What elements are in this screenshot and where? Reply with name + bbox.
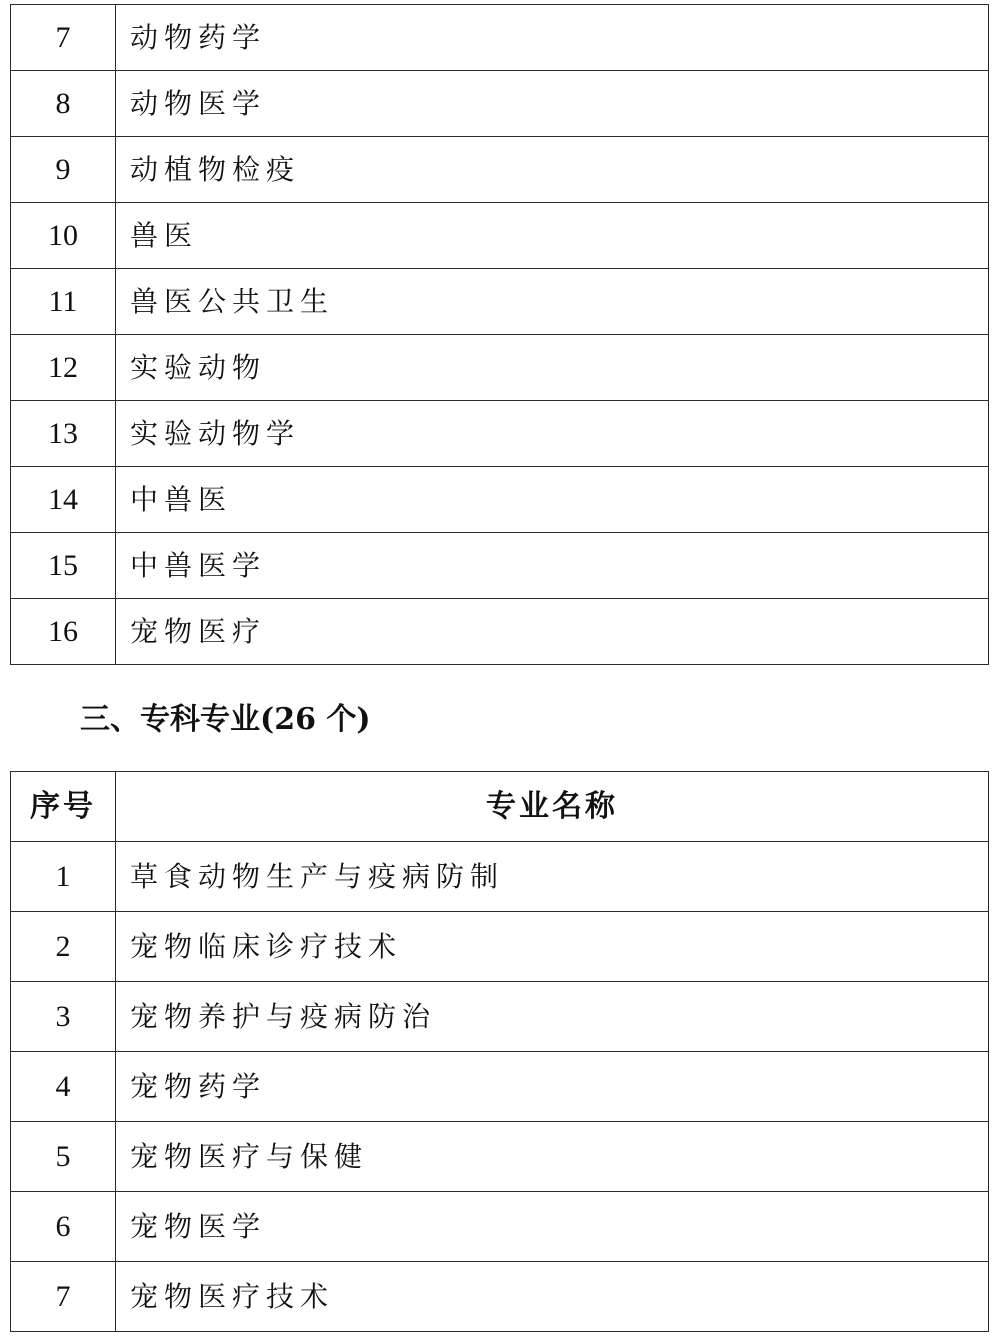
row-major-name: 实验动物 [116, 335, 989, 401]
row-index: 5 [11, 1122, 116, 1192]
row-major-name: 动植物检疫 [116, 137, 989, 203]
row-index: 14 [11, 467, 116, 533]
row-index: 8 [11, 71, 116, 137]
major-table-continued [10, 4, 989, 665]
row-index: 2 [11, 912, 116, 982]
table-body [11, 772, 989, 1332]
table-row [11, 842, 989, 912]
row-index: 7 [11, 5, 116, 71]
row-major-name: 兽医 [116, 203, 989, 269]
row-index: 15 [11, 533, 116, 599]
row-major-name: 中兽医 [116, 467, 989, 533]
table-row [11, 401, 989, 467]
row-index: 3 [11, 982, 116, 1052]
row-index: 7 [11, 1262, 116, 1332]
table-row [11, 203, 989, 269]
table-row [11, 269, 989, 335]
row-index: 9 [11, 137, 116, 203]
row-major-name: 宠物医疗 [116, 599, 989, 665]
section-heading: 三、专科专业(26 个) [80, 702, 371, 737]
row-index: 6 [11, 1192, 116, 1262]
header-major-name: 专业名称 [116, 772, 989, 842]
row-major-name: 动物医学 [116, 71, 989, 137]
table-row [11, 912, 989, 982]
table-row [11, 1192, 989, 1262]
table-row [11, 1262, 989, 1332]
row-index: 1 [11, 842, 116, 912]
table-body [11, 5, 989, 665]
table-row [11, 533, 989, 599]
specialty-major-table [10, 771, 989, 1332]
table-row [11, 982, 989, 1052]
table-row [11, 467, 989, 533]
row-major-name: 宠物临床诊疗技术 [116, 912, 989, 982]
table-row [11, 1052, 989, 1122]
row-major-name: 实验动物学 [116, 401, 989, 467]
row-major-name: 宠物医疗与保健 [116, 1122, 989, 1192]
header-index: 序号 [11, 772, 116, 842]
row-index: 11 [11, 269, 116, 335]
row-index: 13 [11, 401, 116, 467]
row-major-name: 兽医公共卫生 [116, 269, 989, 335]
row-major-name: 草食动物生产与疫病防制 [116, 842, 989, 912]
row-major-name: 中兽医学 [116, 533, 989, 599]
table-header-row [11, 772, 989, 842]
row-index: 12 [11, 335, 116, 401]
row-major-name: 宠物医学 [116, 1192, 989, 1262]
row-major-name: 宠物养护与疫病防治 [116, 982, 989, 1052]
table-row [11, 71, 989, 137]
table-row [11, 599, 989, 665]
row-major-name: 动物药学 [116, 5, 989, 71]
table-row [11, 1122, 989, 1192]
row-major-name: 宠物医疗技术 [116, 1262, 989, 1332]
row-major-name: 宠物药学 [116, 1052, 989, 1122]
row-index: 4 [11, 1052, 116, 1122]
table-row [11, 137, 989, 203]
table-row [11, 5, 989, 71]
table-row [11, 335, 989, 401]
row-index: 16 [11, 599, 116, 665]
row-index: 10 [11, 203, 116, 269]
